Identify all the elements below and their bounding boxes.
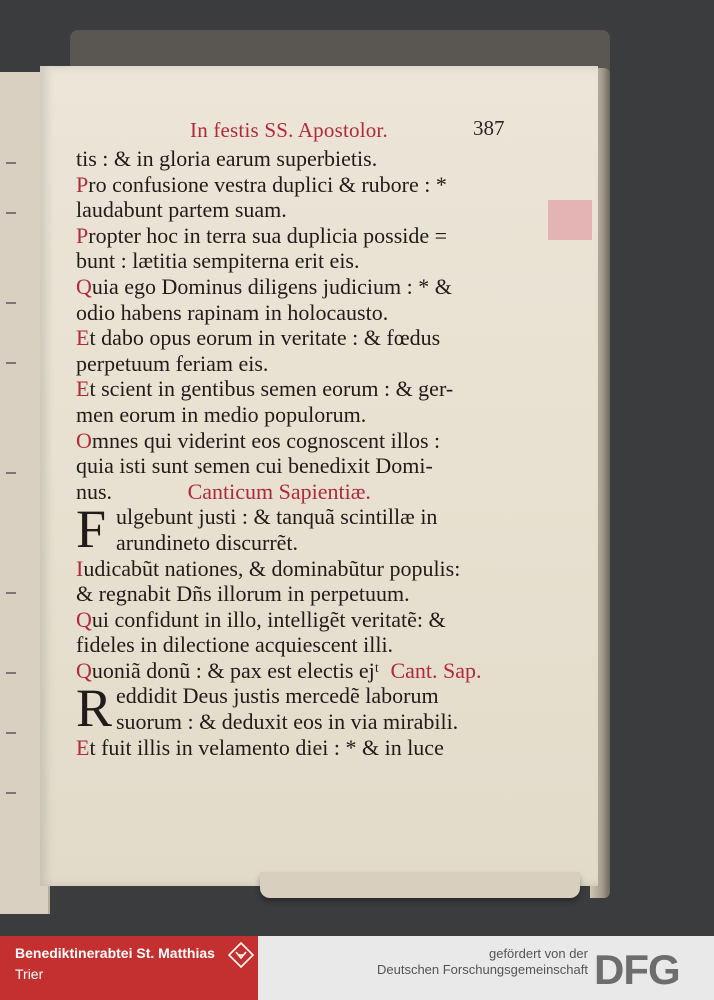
- text-line: [76, 632, 526, 658]
- line-text: ui confidunt in illo, intelligẽt veritatẽ: &: [91, 606, 446, 632]
- line-text: laudabunt partem suam.: [76, 197, 287, 223]
- canticum-heading: Canticum Sapientiæ.: [187, 478, 371, 504]
- line-text: perpetuum feriam eis.: [76, 350, 269, 376]
- text-line: [76, 479, 526, 505]
- text-line: [76, 735, 526, 761]
- text-line: [76, 197, 526, 223]
- line-text: uoniã donũ : & pax est electis ejᵗ: [91, 657, 379, 683]
- line-text: mnes qui viderint eos cognoscent illos :: [91, 427, 441, 453]
- text-line: [76, 504, 526, 530]
- text-line: [76, 376, 526, 402]
- text-line: [76, 709, 526, 735]
- text-line: [76, 351, 526, 377]
- line-text: t scient in gentibus semen eorum : & ger-: [89, 376, 454, 402]
- abbey-crest-icon: [228, 942, 254, 968]
- funding-line-2: Deutschen Forschungsgemeinschaft: [376, 962, 588, 977]
- dfg-logo-text: DFG: [594, 948, 680, 988]
- line-text: t fuit illis in velamento diei : * & in luce: [89, 734, 444, 760]
- text-line: [76, 428, 526, 454]
- text-line: [76, 658, 526, 684]
- page-tab-marker: [548, 200, 592, 240]
- line-text: & regnabit Dñs illorum in perpetuum.: [76, 581, 410, 607]
- line-text: quia isti sunt semen cui benedixit Domi-: [76, 453, 433, 479]
- red-initial: E: [76, 325, 90, 351]
- line-text: odio habens rapinam in holocausto.: [76, 299, 389, 325]
- line-text: arundineto discurrẽt.: [116, 529, 299, 555]
- line-text: nus.: [76, 478, 113, 504]
- institution-city: Trier: [15, 966, 44, 982]
- funding-note: [377, 946, 588, 978]
- line-text: men eorum in medio populorum.: [76, 401, 367, 427]
- text-line: [76, 683, 526, 709]
- text-block: [76, 146, 526, 760]
- cant-sap-opening: [76, 678, 526, 739]
- red-initial: Q: [76, 657, 92, 683]
- canticum-opening: [76, 499, 526, 560]
- red-initial: E: [76, 734, 90, 760]
- red-initial: P: [76, 222, 89, 248]
- red-initial: I: [76, 555, 84, 581]
- running-head: In festis SS. Apostolor.: [190, 118, 388, 142]
- line-text: uia ego Dominus diligens judicium : * &: [91, 273, 452, 299]
- red-initial: O: [76, 427, 92, 453]
- red-initial: Q: [76, 273, 92, 299]
- red-initial: Q: [76, 606, 92, 632]
- line-text: ropter hoc in terra sua duplicia posside =: [88, 222, 448, 248]
- text-line: [76, 325, 526, 351]
- line-text: udicabũt nationes, & dominabũtur populis:: [83, 555, 461, 581]
- line-text: t dabo opus eorum in veritate : & fœdus: [89, 325, 441, 351]
- big-initial-f: F: [76, 499, 107, 560]
- line-text: bunt : lætitia sempiterna erit eis.: [76, 248, 360, 274]
- text-line: [76, 146, 526, 172]
- page-bottom-edge: [260, 872, 580, 898]
- cant-sap-rubric: Cant. Sap.: [390, 657, 482, 683]
- red-initial: E: [76, 376, 90, 402]
- line-text: ro confusione vestra duplici & rubore : *: [88, 171, 447, 197]
- text-line: [76, 556, 526, 582]
- text-line: [76, 248, 526, 274]
- line-text: ulgebunt justi : & tanquã scintillæ in: [116, 504, 438, 530]
- text-line: [76, 172, 526, 198]
- text-line: [76, 581, 526, 607]
- line-text: fideles in dilectione acquiescent illi.: [76, 632, 394, 658]
- institution-name[interactable]: Benediktinerabtei St. Matthias: [15, 945, 215, 961]
- line-text: tis : & in gloria earum superbietis.: [76, 146, 378, 171]
- text-line: [76, 530, 526, 556]
- line-text: suorum : & deduxit eos in via mirabili.: [116, 709, 459, 735]
- dfg-logo-icon[interactable]: [594, 948, 706, 988]
- text-line: [76, 607, 526, 633]
- text-line: [76, 453, 526, 479]
- text-line: [76, 223, 526, 249]
- big-initial-r: R: [76, 678, 113, 739]
- page-number: 387: [473, 116, 505, 140]
- text-line: [76, 300, 526, 326]
- red-initial: P: [76, 171, 89, 197]
- text-line: [76, 274, 526, 300]
- funding-line-1: gefördert von der: [488, 946, 588, 961]
- line-text: eddidit Deus justis mercedẽ laborum: [116, 683, 439, 709]
- text-line: [76, 402, 526, 428]
